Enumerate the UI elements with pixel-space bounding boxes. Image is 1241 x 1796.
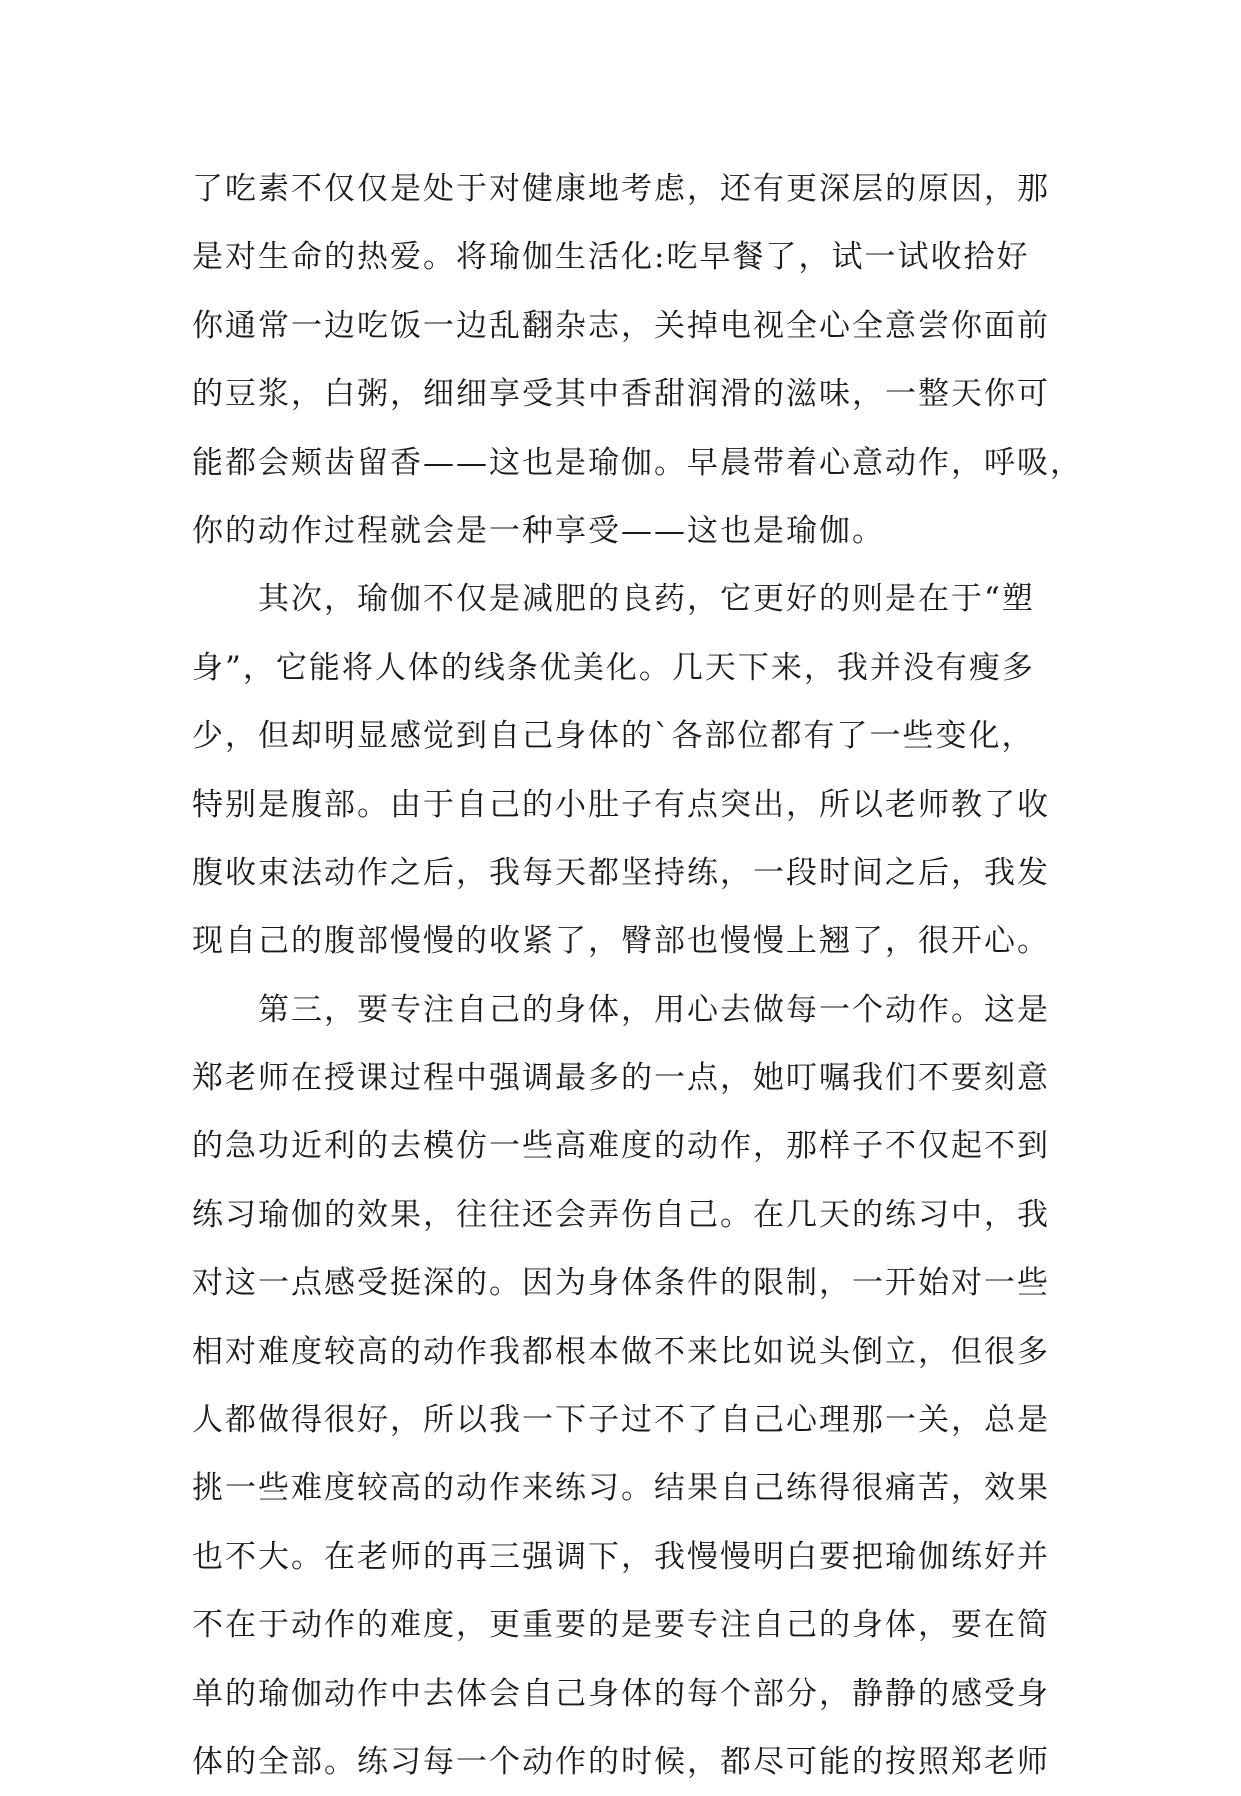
text-line: 是对生命的热爱。将瑜伽生活化:吃早餐了，试一试收拾好 bbox=[192, 239, 1030, 276]
text-line: 对这一点感受挺深的。因为身体条件的限制，一开始对一些 bbox=[192, 1265, 1050, 1302]
text-line: 不在于动作的难度，更重要的是要专注自己的身体，要在简 bbox=[192, 1607, 1050, 1644]
text-line: 相对难度较高的动作我都根本做不来比如说头倒立，但很多 bbox=[192, 1333, 1050, 1370]
text-line: 身”，它能将人体的线条优美化。几天下来，我并没有瘦多 bbox=[192, 649, 1035, 686]
text-line: 郑老师在授课过程中强调最多的一点，她叮嘱我们不要刻意 bbox=[192, 1060, 1050, 1097]
text-line: 也不大。在老师的再三强调下，我慢慢明白要把瑜伽练好并 bbox=[192, 1538, 1050, 1575]
text-line: 特别是腹部。由于自己的小肚子有点突出，所以老师教了收 bbox=[192, 786, 1050, 823]
text-line: 的豆浆，白粥，细细享受其中香甜润滑的滋味，一整天你可 bbox=[192, 376, 1050, 413]
text-line: 体的全部。练习每一个动作的时候，都尽可能的按照郑老师 bbox=[192, 1743, 1050, 1780]
text-line: 单的瑜伽动作中去体会自己身体的每个部分，静静的感受身 bbox=[192, 1675, 1050, 1712]
text-line: 能都会颊齿留香——这也是瑜伽。早晨带着心意动作，呼吸， bbox=[192, 444, 1083, 481]
text-line: 人都做得很好，所以我一下子过不了自己心理那一关，总是 bbox=[192, 1402, 1050, 1439]
paragraph-start-line: 第三，要专注自己的身体，用心去做每一个动作。这是 bbox=[258, 991, 1050, 1028]
text-line: 练习瑜伽的效果，往往还会弄伤自己。在几天的练习中，我 bbox=[192, 1196, 1050, 1233]
text-line: 你通常一边吃饭一边乱翻杂志，关掉电视全心全意尝你面前 bbox=[192, 307, 1050, 344]
paragraph-start-line: 其次，瑜伽不仅是减肥的良药，它更好的则是在于“塑 bbox=[258, 581, 1035, 618]
body-text bbox=[192, 155, 1083, 1796]
text-line: 挑一些难度较高的动作来练习。结果自己练得很痛苦，效果 bbox=[192, 1470, 1050, 1507]
text-line: 腹收束法动作之后，我每天都坚持练，一段时间之后，我发 bbox=[192, 854, 1050, 891]
text-line: 你的动作过程就会是一种享受——这也是瑜伽。 bbox=[192, 512, 885, 549]
text-line: 的急功近利的去模仿一些高难度的动作，那样子不仅起不到 bbox=[192, 1128, 1050, 1165]
text-line: 了吃素不仅仅是处于对健康地考虑，还有更深层的原因，那 bbox=[192, 171, 1050, 207]
text-line: 少，但却明显感觉到自己身体的`各部位都有了一些变化， bbox=[192, 718, 1035, 755]
text-line: 现自己的腹部慢慢的收紧了，臀部也慢慢上翘了，很开心。 bbox=[192, 923, 1050, 960]
